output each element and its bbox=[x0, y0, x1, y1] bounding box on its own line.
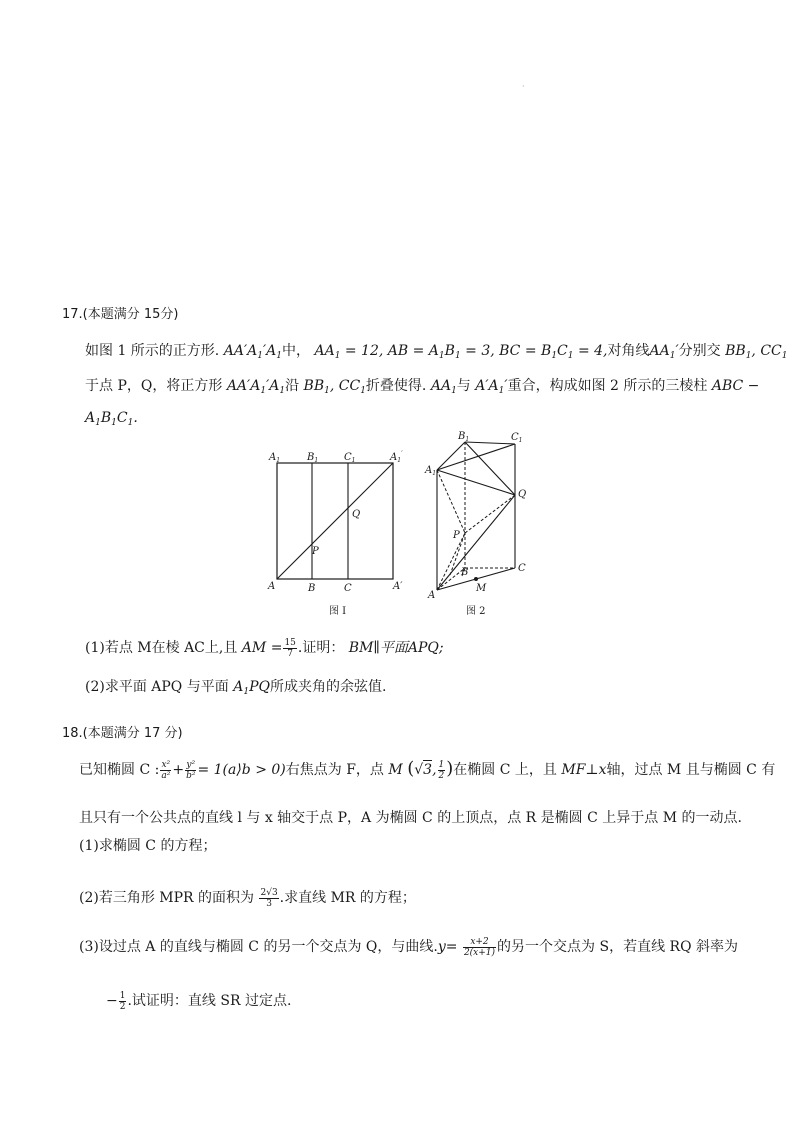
q18-part3-fraction: $\frac{x+2}{2(x+1)}$ bbox=[463, 936, 496, 958]
fig2-caption: 图 2 bbox=[466, 606, 486, 617]
q18-part1: (1)求椭圆 C 的方程； bbox=[79, 838, 217, 854]
q18-part2-text: (2)若三角形 MPR 的面积为 bbox=[79, 890, 255, 906]
figure-2 bbox=[420, 425, 540, 623]
fig1-diagonal bbox=[277, 463, 393, 579]
figure-1 bbox=[262, 448, 422, 623]
fig2-edge-a1p-hidden bbox=[437, 470, 465, 533]
fig1-label-c1: $C_1$ bbox=[344, 452, 356, 464]
q17-square-name: $AA'A_1'A_1$ bbox=[223, 343, 282, 361]
q17-coincide: 重合，构成如图 2 所示的三棱柱 bbox=[507, 378, 708, 394]
fig1-label-a1p: $A_1'$ bbox=[390, 450, 403, 464]
q18-frac-y: $\frac{\text{y²}}{\text{b²}}$ bbox=[186, 759, 196, 781]
q17-line3 bbox=[85, 410, 138, 428]
fig2-label-q: Q bbox=[518, 489, 527, 500]
q17-part2-plane: $A_1PQ$ bbox=[233, 679, 270, 697]
fig2-edge-b1c1 bbox=[465, 442, 515, 444]
fig2-label-c: C bbox=[518, 563, 526, 574]
q18-heading: 18.(本题满分 17 分) bbox=[62, 726, 183, 741]
q18-point-m: M (√3, $\frac{1}{2}$ ) bbox=[388, 758, 454, 781]
q17-part1-prove: .证明： bbox=[297, 640, 345, 656]
q18-line2: 且只有一个公共点的直线 l 与 x 轴交于点 P，A 为椭圆 C 的上顶点，点 R 是椭圆 C 上异于点 M 的一动点. bbox=[79, 810, 742, 826]
fig2-label-p: P bbox=[453, 530, 460, 541]
q17-part2-text: (2)求平面 APQ 与平面 bbox=[85, 679, 229, 695]
fig1-caption: 图 I bbox=[329, 606, 347, 617]
q17-line2 bbox=[85, 375, 759, 396]
fig2-label-b: B bbox=[461, 567, 469, 578]
q18-part2-fraction: $\frac{2√3}{3}$ bbox=[260, 887, 278, 909]
page-mark: · bbox=[522, 82, 525, 91]
q17-fold: 折叠使得. bbox=[365, 378, 427, 394]
q18-focus: 右焦点为 F，点 bbox=[285, 762, 384, 778]
q17-zhong: 中， bbox=[282, 343, 310, 359]
fig1-label-a: A bbox=[268, 581, 276, 592]
fig2-point-m bbox=[474, 577, 478, 581]
fig1-label-p: P bbox=[312, 546, 319, 557]
q17-part1-conclusion: BM∥平面APQ; bbox=[348, 640, 444, 656]
q17-prism-top: $A_1B_1C_1$. bbox=[85, 410, 138, 428]
q18-frac-x: $\frac{\text{x²}}{\text{a²}}$ bbox=[161, 759, 171, 781]
q18-axis: 轴，过点 M 且与椭圆 C 有 bbox=[606, 762, 776, 778]
q18-part3-tail: 的另一个交点为 S，若直线 RQ 斜率为 bbox=[497, 939, 738, 955]
q17-prism: ABC − bbox=[711, 378, 760, 394]
fig1-label-q: Q bbox=[352, 509, 361, 520]
q17-part1-am: AM = bbox=[241, 640, 283, 656]
fig1-label-b: B bbox=[308, 583, 316, 594]
q17-part1-text: (1)若点 M在棱 AC上,且 bbox=[85, 640, 238, 656]
q18-part3-prove: .试证明：直线 SR 过定点. bbox=[127, 993, 292, 1009]
q18-part3-y: y= bbox=[437, 939, 458, 955]
fig1-label-ap: A′ bbox=[393, 581, 403, 592]
fig1-label-c: C bbox=[344, 583, 352, 594]
fig2-label-b1: $B_1$ bbox=[458, 431, 470, 443]
q18-part3-line2 bbox=[106, 990, 291, 1012]
q17-square-name-2: $AA'A_1'A_1$ bbox=[226, 378, 286, 396]
q18-on-ellipse: 在椭圆 C 上，且 bbox=[453, 762, 557, 778]
q17-line1 bbox=[85, 340, 787, 361]
fig2-edge-a1c1 bbox=[437, 444, 515, 470]
q17-with: 与 bbox=[456, 378, 471, 394]
fig2-label-a: A bbox=[428, 590, 436, 601]
q18-part2-tail: .求直线 MR 的方程； bbox=[279, 890, 416, 906]
fig2-label-a1: $A_1$ bbox=[425, 465, 437, 477]
q17-lengths: $AA_1 = 12$, AB = $A_1B_1 = 3$, BC = $B_1C_1 = 4$, bbox=[314, 343, 608, 361]
q18-line1: 已知椭圆 C : $\frac{\text{x²}}{\text{a²}}$ + $\frac{\text{y²}}{\text{b²}}$ = 1(a⟩b > 0)右焦点为 F，点 M (√3, $\frac{1}{2}$ )在椭圆 C 上，且 MF⊥x轴，过点 M 且与椭圆 C 有 bbox=[79, 758, 776, 781]
fig1-label-a1: $A_1$ bbox=[269, 452, 281, 464]
q17-points: 于点 P，Q，将正方形 bbox=[85, 378, 223, 394]
q18-part3 bbox=[79, 936, 738, 958]
fig2-label-c1: $C_1$ bbox=[511, 432, 523, 444]
q17-fold-edges: $BB_1$, $CC_1$ bbox=[303, 378, 366, 396]
q18-part3-text: (3)设过点 A 的直线与椭圆 C 的另一个交点为 Q，与曲线. bbox=[79, 939, 438, 955]
q17-heading: 17.(本题满分 15分) bbox=[62, 307, 179, 322]
q18-part2 bbox=[79, 887, 416, 909]
q17-part1 bbox=[85, 637, 444, 659]
q18-line1-start: 已知椭圆 C : bbox=[79, 762, 160, 778]
fig2-edge-aq bbox=[437, 495, 515, 590]
q17-along: 沿 bbox=[285, 378, 300, 394]
q17-part2 bbox=[85, 676, 386, 697]
q17-diag: $AA_1'$ bbox=[649, 343, 679, 361]
fig2-edge-pq-hidden bbox=[465, 495, 515, 533]
fig2-label-m: M bbox=[476, 583, 487, 594]
q17-aa1: $AA_1$ bbox=[430, 378, 457, 396]
q18-part3-minus: − bbox=[106, 993, 118, 1009]
q17-apa1p: $A'A_1'$ bbox=[475, 378, 508, 396]
q17-intro: 如图 1 所示的正方形. bbox=[85, 343, 220, 359]
fig1-label-b1: $B_1$ bbox=[307, 452, 319, 464]
q17-part2-tail: 所成夹角的余弦值. bbox=[269, 679, 387, 695]
q17-diag-label: 对角线 bbox=[607, 343, 650, 359]
q17-intersect: 分别交 bbox=[678, 343, 721, 359]
q18-part3-slope: $\frac{1}{2}$ bbox=[119, 990, 126, 1012]
q18-eq: = 1(a⟩b > 0) bbox=[197, 762, 286, 778]
q18-mf: MF⊥x bbox=[561, 762, 607, 778]
q17-edges: $BB_1$, $CC_1$ bbox=[725, 343, 788, 361]
q17-part1-fraction: $\frac{15}{7}$ bbox=[284, 637, 296, 659]
